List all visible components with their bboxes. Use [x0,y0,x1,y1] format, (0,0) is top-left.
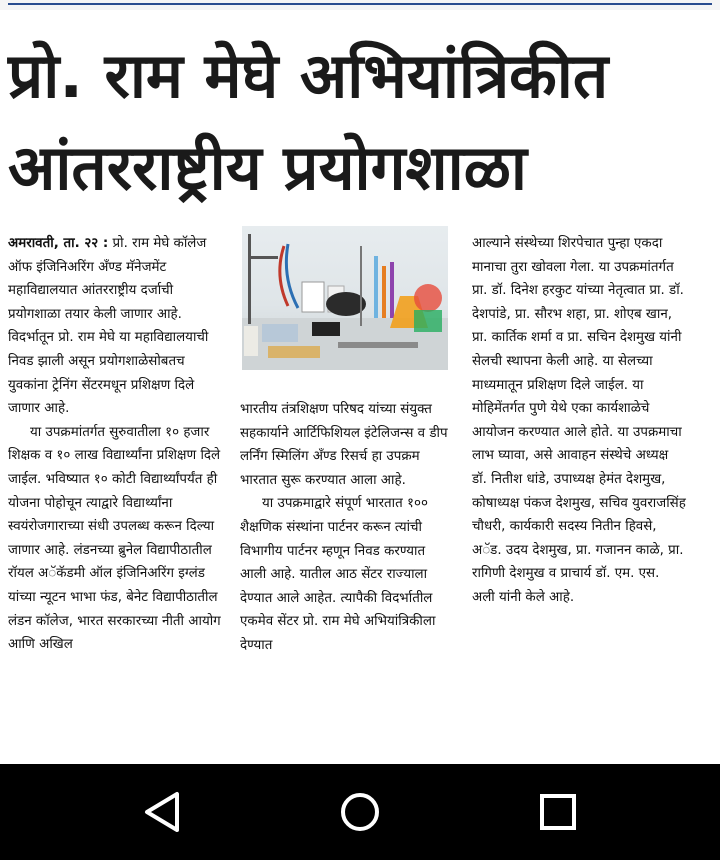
column-1-paragraph-1 [8,232,222,421]
column-3-paragraph-1: आल्याने संस्थेच्या शिरपेचात पुन्हा एकदा मानाचा तुरा खोवला गेला. या उपक्रमांतर्गत प्रा. डॉ. दिनेश हरकुट यांच्या नेतृत्वात प्रा. डॉ. देशपांडे, प्रा. सौरभ शहा, प्रा. शोएब खान, प्रा. कार्तिक शर्मा व प्रा. सचिन देशमुख यांनी सेलची स्थापना केली आहे. या सेलच्या माध्यमातून प्रशिक्षण दिले जाईल. या मोहिमेंतर्गत पुणे येथे एका कार्यशाळेचे आयोजन करण्यात आले होते. या उपक्रमाचा लाभ घ्यावा, असे आवाहन संस्थेचे अध्यक्ष डॉ. नितीश धांडे, उपाध्यक्ष हेमंत देशमुख, कोषाध्यक्ष पंकज देशमुख, सचिव युवराजसिंह चौधरी, कार्यकारी सदस्य नितीन हिवसे, अॅड. उदय देशमुख, प्रा. गजानन काळे, प्रा. रागिणी देशमुख व प्राचार्य डॉ. एम. एस. अली यांनी केले आहे. [472,236,686,605]
recent-apps-button[interactable] [528,784,588,840]
back-button[interactable] [132,784,192,840]
top-border-line [8,3,712,5]
top-border [0,0,720,10]
dateline: अमरावती, ता. २२ : [8,236,109,251]
column-1-paragraph-2: या उपक्रमांतर्गत सुरुवातीला १० हजार शिक्षक व १० लाख विद्यार्थ्यांना प्रशिक्षण दिले जाईल. भविष्यात १० कोटी विद्यार्थ्यांपर्यंत ही योजना पोहोचून त्याद्वारे विद्यार्थ्यांना स्वयंरोजगाराच्या संधी उपलब्ध करून दिल्या जाणार आहे. लंडनच्या ब्रुनेल विद्यापीठातील रॉयल अॅकॅडमी ऑल इंजिनिअरिंग इग्लंड यांच्या न्यूटन भाभा फंड, बेनेट विद्यापीठातील लंडन कॉलेज, भारत सरकारच्या नीती आयोग आणि अखिल [8,424,221,653]
article-headline [8,30,708,214]
headline-line-1: प्रो. राम मेघे अभियांत्रिकीत [8,39,609,112]
headline-line-2: आंतरराष्ट्रीय प्रयोगशाळा [8,131,527,204]
home-circle-icon [338,790,382,834]
column-1-paragraph-1-text: प्रो. राम मेघे कॉलेज ऑफ इंजिनिअरिंग अँण्ड मॅनेजमेंट महाविद्यालयात आंतरराष्ट्रीय दर्जाची प्रयोगशाळा तयार केली जाणार आहे. विदर्भातून प्रो. राम मेघे या महाविद्यालयाची निवड झाली असून प्रयोगशाळेसोबतच युवकांना ट्रेनिंग सेंटरमधून प्रशिक्षण दिले जाणार आहे. [8,236,209,417]
column-2-paragraph-1: भारतीय तंत्रशिक्षण परिषद यांच्या संयुक्त सहकार्याने आर्टिफिशियल इंटेलिजन्स व डीप लर्निंग स्मिलिंग अँण्ड रिसर्च हा उपक्रम भारतात सुरू करण्यात आला आहे. [240,402,448,488]
home-button[interactable] [330,784,390,840]
android-navigation-bar [0,764,720,860]
article-column-1 [8,232,222,657]
article-column-2 [240,398,452,658]
lab-equipment-photo [242,226,448,370]
lab-equipment-illustration [242,226,448,370]
column-2-paragraph-2: या उपक्रमाद्वारे संपूर्ण भारतात १०० शैक्षणिक संस्थांना पार्टनर करून त्यांची विभागीय पार्टनर म्हणून निवड करण्यात आली आहे. यातील आठ सेंटर राज्याला देण्यात आले आहेत. त्यापैकी विदर्भातील एकमेव सेंटर प्रो. राम मेघे अभियांत्रिकीला देण्यात [240,496,436,653]
article-column-3 [472,232,686,610]
recent-apps-square-icon [538,792,578,832]
back-triangle-icon [142,790,182,834]
